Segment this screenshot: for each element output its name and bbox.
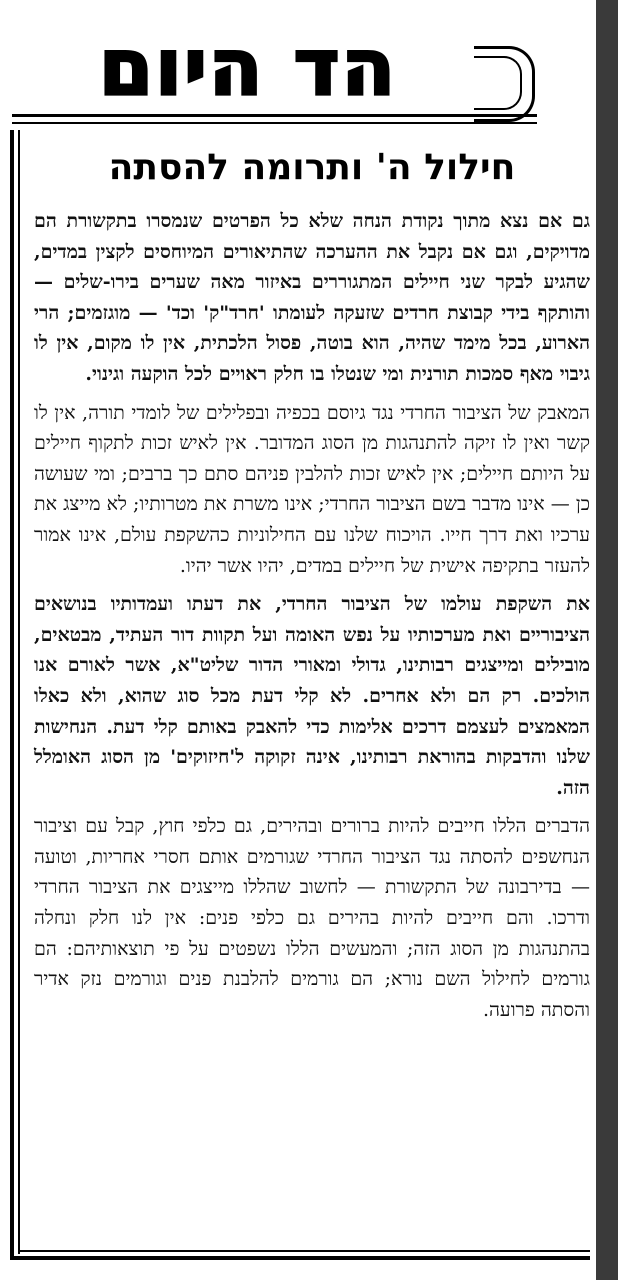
masthead — [12, 22, 537, 114]
article-paragraph: הדברים הללו חייבים להיות ברורים ובהירים, גם כלפי חוץ, קבל עם וציבור הנחשפים להסתה נגד הציבור החרדי שגורמים אותם חסרי אחריות, וטועה — בדירבונה של התקשורת — לחשוב שהללו מייצגים את הציבור החרדי ודרכו. והם חייבים להיות בהירים גם כלפי פנים: אין לנו חלק ונחלה בהתנהגות מן הסוג הזה; והמעשים הללו נשפטים על פי תוצאותיהם: הם גורמים לחילול השם נורא; הם גורמים להלבנת פנים וגורמים נזק אדיר והסתה פרועה. — [34, 815, 590, 1021]
article-border-bottom — [10, 1256, 590, 1260]
masthead-rule-thin — [12, 122, 537, 124]
article-border-bottom-inner — [18, 1250, 590, 1252]
article-paragraph: המאבק של הציבור החרדי נגד גיוסם בכפיה ובפלילים של לומדי תורה, אין לו קשר ואין לו זיקה להתנהגות מן הסוג המדובר. אין לאיש זכות לתקוף חיילים על היותם חיילים; אין לאיש זכות להלבין פניהם סתם כך ברבים; ומי שעושה כן — אינו מדבר בשם הציבור החרדי; אינו משרת את מטרותיו; לא מייצג את ערכיו ואת דרך חייו. הויכוח שלנו עם החילוניות כהשקפת עולם, אינו אמור להעזר בתקיפה אישית של חיילים במדים, יהיו אשר יהיו. — [34, 401, 590, 577]
masthead-frame-inner — [474, 56, 522, 110]
article-headline: חילול ה' ותרומה להסתה — [108, 147, 516, 188]
screen-edge-strip — [596, 0, 618, 1280]
masthead-title: הד היום — [98, 23, 398, 113]
article-border-left — [10, 130, 14, 1260]
article-box — [10, 130, 590, 1260]
article-paragraph: גם אם נצא מתוך נקודת הנחה שלא כל הפרטים שנמסרו בתקשורת הם מדויקים, וגם אם נקבל את ההערכה שהתיאורים המיוחסים לקצין במדים, שהגיע לבקר שני חיילים המתגוררים באיזור מאה שערים בירו-שלים — והותקף בידי קבוצת חרדים שזעקה לעומתו 'חרד"ק' וכד' — מוגזמים; הרי הארוע, בכל מימד שהיה, הוא בוטה, פסול הלכתית, אין לו מקום, אין לו גיבוי מאף סמכות תורנית ומי שנטלו בו חלק ראויים לכל הוקעה וגינוי. — [34, 210, 590, 385]
masthead-rule — [12, 114, 537, 117]
article-border-left-inner — [18, 130, 20, 1254]
article-paragraph: את השקפת עולמו של הציבור החרדי, את דעתו ועמדותיו בנושאים הציבוריים ואת מערכותיו על נפש האומה ועל תקוות דור העתיד, מבטאים, מובילים ומייצגים רבותינו, גדולי ומאורי הדור שליט"א, אשר לאורם אנו הולכים. רק הם ולא אחרים. לא קלי דעת מכל סוג שהוא, ולא כאלו המאמצים לעצמם דרכים אלימות כדי להאבק באותם קלי דעת. הנחישות שלנו והדבקות בהוראת רבותינו, אינה זקוקה ל'חיזוקים' מן הסוג האומלל הזה. — [34, 593, 590, 799]
article — [34, 144, 590, 1033]
